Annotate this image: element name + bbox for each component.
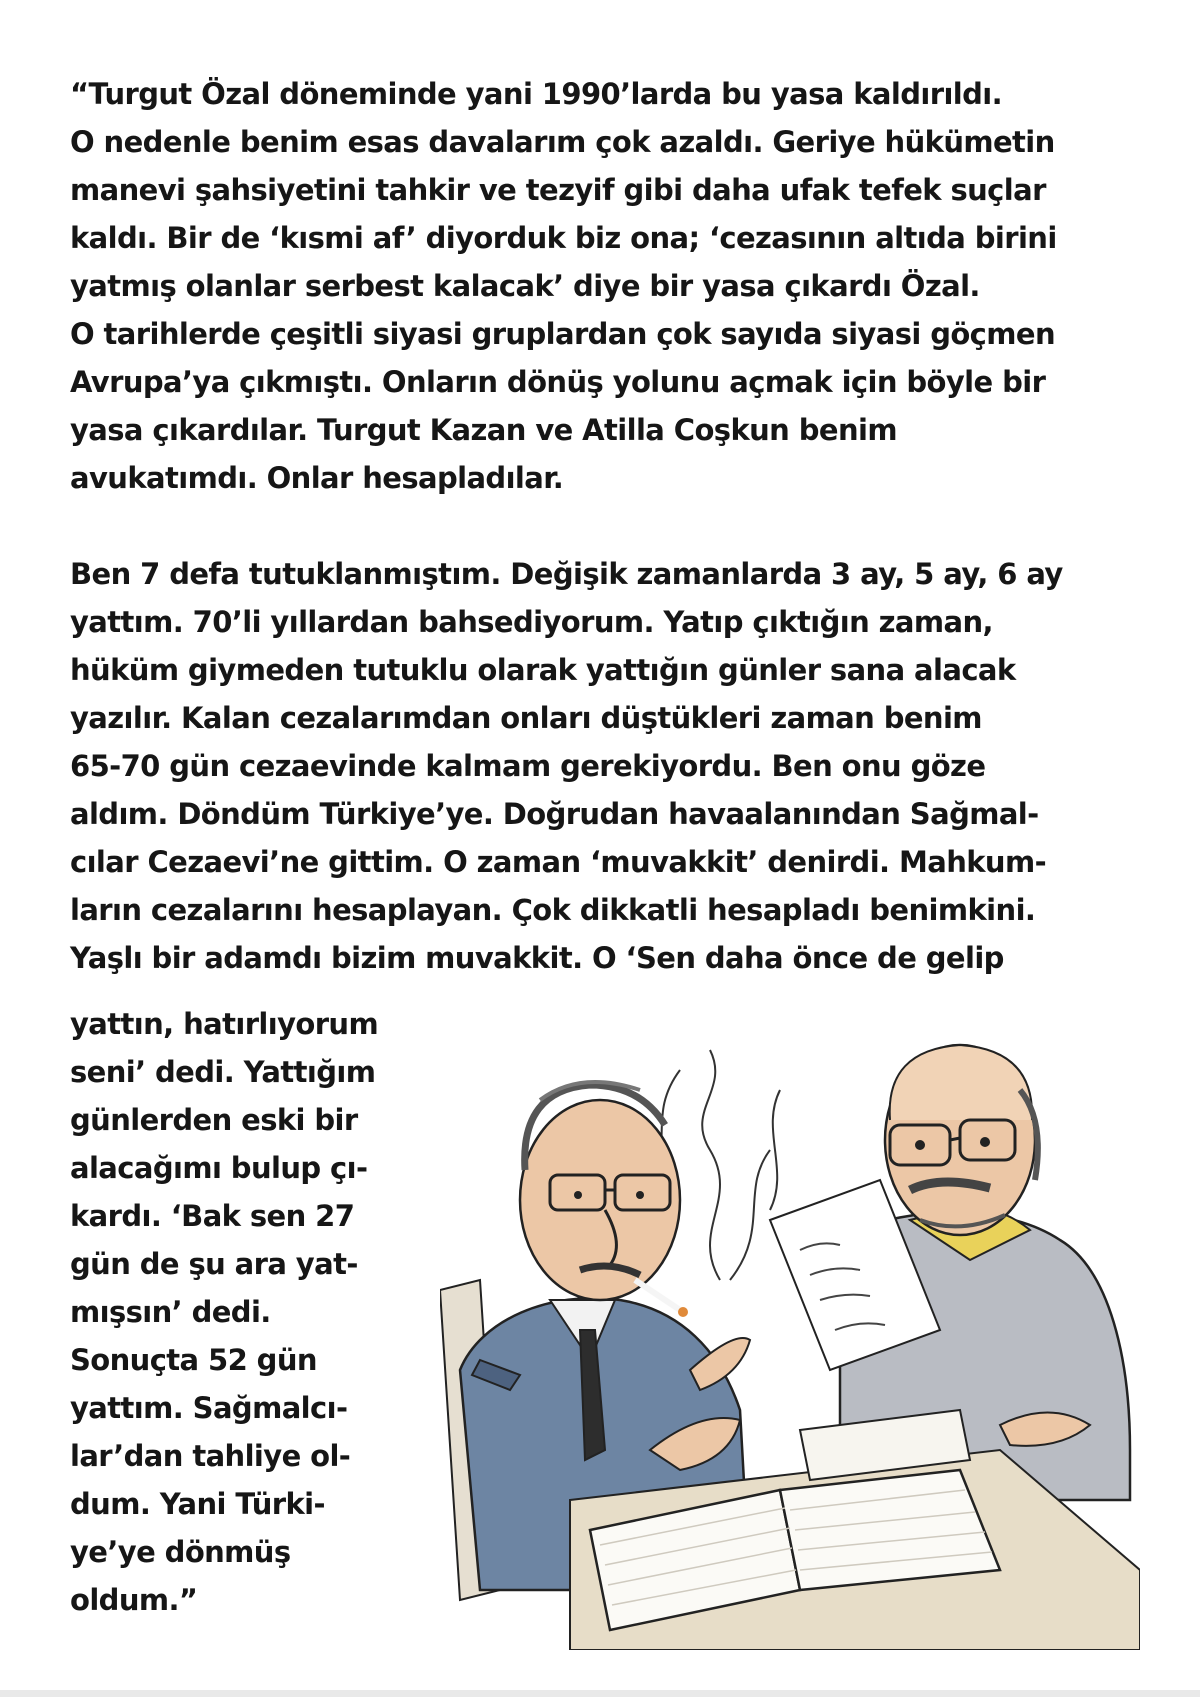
text-line: Avrupa’ya çıkmıştı. Onların dönüş yolunu açmak için böyle bir xyxy=(70,365,1046,399)
text-line: gün de şu ara yat- xyxy=(70,1247,358,1281)
text-line: kaldı. Bir de ‘kısmi af’ diyorduk biz ona; ‘cezasının altıda birini xyxy=(70,221,1057,255)
text-line: lar’dan tahliye ol- xyxy=(70,1439,351,1473)
text-line: Sonuçta 52 gün xyxy=(70,1343,317,1377)
paragraph-1 xyxy=(70,70,1150,502)
body-text xyxy=(70,70,1150,982)
paragraph-2 xyxy=(70,550,1150,982)
text-line: yattım. Sağmalcı- xyxy=(70,1391,348,1425)
text-line: manevi şahsiyetini tahkir ve tezyif gibi daha ufak tefek suçlar xyxy=(70,173,1046,207)
text-line: Yaşlı bir adamdı bizim muvakkit. O ‘Sen daha önce de gelip xyxy=(70,941,1004,975)
text-line: ye’ye dönmüş xyxy=(70,1535,291,1569)
text-line: Ben 7 defa tutuklanmıştım. Değişik zamanlarda 3 ay, 5 ay, 6 ay xyxy=(70,557,1063,591)
bottom-edge xyxy=(0,1690,1200,1697)
text-line: alacağımı bulup çı- xyxy=(70,1151,368,1185)
text-line: yazılır. Kalan cezalarımdan onları düştükleri zaman benim xyxy=(70,701,982,735)
text-line: günlerden eski bir xyxy=(70,1103,358,1137)
cartoon-illustration xyxy=(440,1030,1140,1650)
text-line: avukatımdı. Onlar hesapladılar. xyxy=(70,461,564,495)
text-line: kardı. ‘Bak sen 27 xyxy=(70,1199,355,1233)
text-line: yatmış olanlar serbest kalacak’ diye bir yasa çıkardı Özal. xyxy=(70,269,980,303)
text-line: mışsın’ dedi. xyxy=(70,1295,271,1329)
text-line: “Turgut Özal döneminde yani 1990’larda bu yasa kaldırıldı. xyxy=(70,77,1003,111)
text-line: 65-70 gün cezaevinde kalmam gerekiyordu. Ben onu göze xyxy=(70,749,986,783)
text-line: yattın, hatırlıyorum xyxy=(70,1007,379,1041)
text-line: yattım. 70’li yıllardan bahsediyorum. Yatıp çıktığın zaman, xyxy=(70,605,993,639)
text-line: yasa çıkardılar. Turgut Kazan ve Atilla Coşkun benim xyxy=(70,413,897,447)
text-line: cılar Cezaevi’ne gittim. O zaman ‘muvakkit’ denirdi. Mahkum- xyxy=(70,845,1047,879)
text-line: oldum.” xyxy=(70,1583,198,1617)
text-line: O nedenle benim esas davalarım çok azaldı. Geriye hükümetin xyxy=(70,125,1055,159)
text-line: aldım. Döndüm Türkiye’ye. Doğrudan havaalanından Sağmal- xyxy=(70,797,1039,831)
paragraph-gap xyxy=(70,502,1150,550)
text-line: hüküm giymeden tutuklu olarak yattığın günler sana alacak xyxy=(70,653,1016,687)
text-line: O tarihlerde çeşitli siyasi gruplardan çok sayıda siyasi göçmen xyxy=(70,317,1056,351)
text-line: seni’ dedi. Yattığım xyxy=(70,1055,376,1089)
text-line: dum. Yani Türki- xyxy=(70,1487,325,1521)
text-line: ların cezalarını hesaplayan. Çok dikkatli hesapladı benimkini. xyxy=(70,893,1036,927)
paragraph-2-column xyxy=(70,1000,450,1624)
